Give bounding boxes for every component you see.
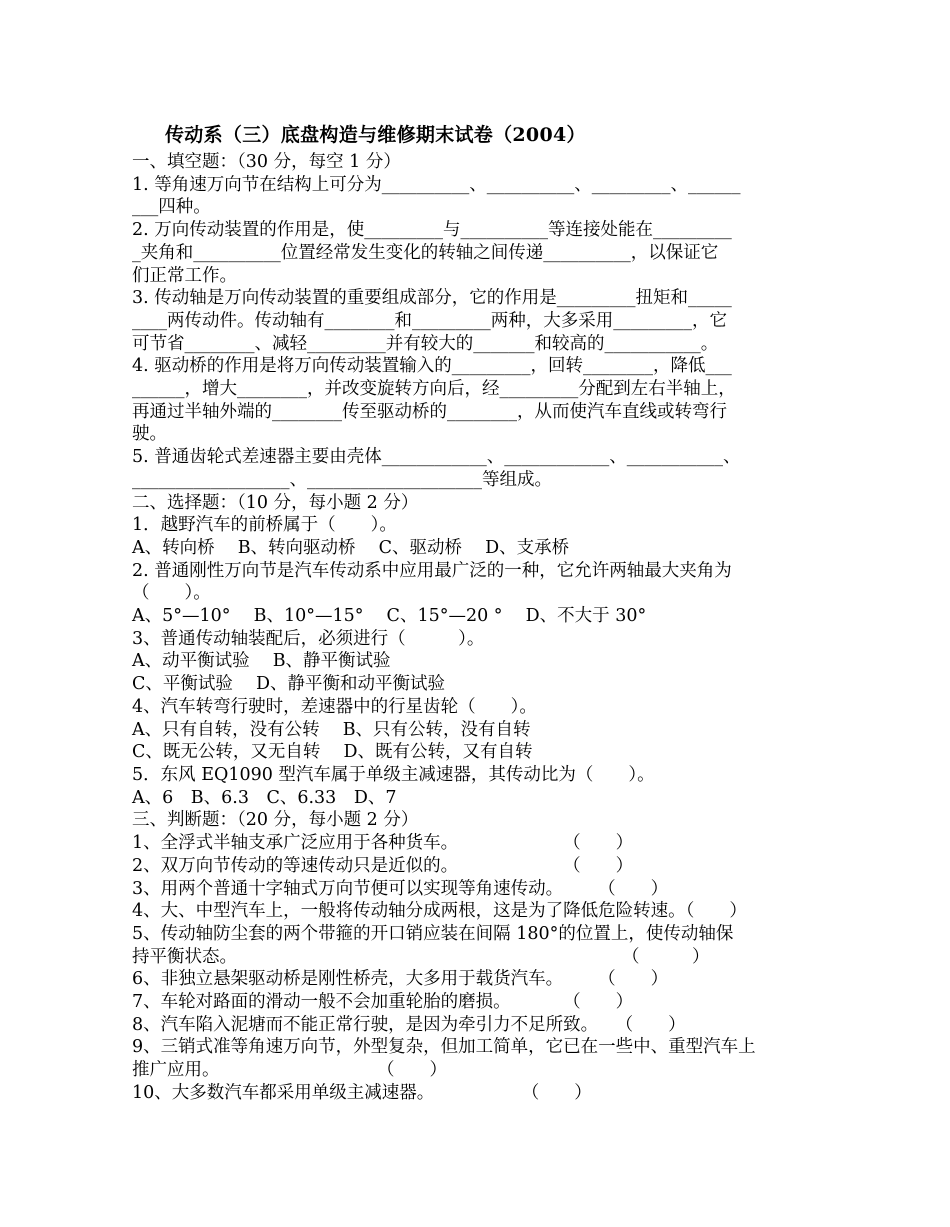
choice-line: C、平衡试验 D、静平衡和动平衡试验 [132,674,445,695]
judge-line: 10、大多数汽车都采用单级主减速器。 （ ） [132,1082,592,1103]
fill-q1-line1: 1. 等角速万向节在结构上可分为__________、__________、_________、______ [132,174,741,195]
choice-line: A、5°—10° B、10°—15° C、15°—20 ° D、不大于 30° [132,606,647,627]
choice-line: 4、汽车转弯行驶时，差速器中的行星齿轮（ ）。 [132,696,537,717]
choice-line: A、动平衡试验 B、静平衡试验 [132,651,391,672]
judge-line: 5、传动轴防尘套的两个带箍的开口销应装在间隔 180°的位置上，使传动轴保 [132,923,734,944]
judge-line: 持平衡状态。 （ ） [132,946,710,967]
choice-line: 5．东风 EQ1090 型汽车属于单级主减速器，其传动比为（ ）。 [132,764,655,785]
judge-line: 7、车轮对路面的滑动一般不会加重轮胎的磨损。 （ ） [132,992,634,1013]
judge-line: 6、非独立悬架驱动桥是刚性桥壳，大多用于载货汽车。 （ ） [132,969,669,990]
exam-page [132,118,822,1105]
fill-q4-line3: 再通过半轴外端的________传至驱动桥的________，从而使汽车直线或转弯行 [132,401,727,422]
judge-line: 2、双万向节传动的等速传动只是近似的。 （ ） [132,855,634,876]
page-title: 传动系（三）底盘构造与维修期末试卷（2004） [165,124,586,146]
fill-q4-line2: ______，增大________，并改变旋转方向后，经_________分配到左右半轴上， [132,379,736,400]
judge-line: 8、汽车陷入泥塘而不能正常行驶，是因为牵引力不足所致。 （ ） [132,1014,686,1035]
judge-line: 4、大、中型汽车上，一般将传动轴分成两根，这是为了降低危险转速。（ ） [132,901,747,922]
fill-q2-line2: _夹角和__________位置经常发生变化的转轴之间传递__________，以保证它 [132,242,719,263]
fill-q5-line2: __________________、____________________等组成。 [132,469,552,490]
choice-line: C、既无公转，又无自转 D、既有公转，又有自转 [132,742,533,763]
fill-q3-line2: ____两传动件。传动轴有________和_________两种，大多采用_________，它 [132,310,727,331]
fill-q3-line1: 3. 传动轴是万向传动装置的重要组成部分，它的作用是_________扭矩和_____ [132,288,732,309]
judge-line: 1、全浮式半轴支承广泛应用于各种货车。 （ ） [132,833,634,854]
choice-line: 3、普通传动轴装配后，必须进行（ ）。 [132,628,485,649]
section-heading-choice: 二、选择题：（10 分，每小题 2 分） [132,492,419,513]
fill-q4-line4: 驶。 [132,424,167,445]
choice-line: A、只有自转，没有公转 B、只有公转，没有自转 [132,719,531,740]
fill-q3-line3: 可节省________、减轻_________并有较大的_______和较高的___________。 [132,333,719,354]
fill-q4-line1: 4. 驱动桥的作用是将万向传动装置输入的_________，回转________，降低___ [132,356,732,377]
fill-q5-line1: 5. 普通齿轮式差速器主要由壳体____________、____________、___________、 [132,447,741,468]
choice-line: A、6 B、6.3 C、6.33 D、7 [132,787,397,808]
section-heading-judge: 三、判断题：（20 分，每小题 2 分） [132,810,419,831]
section-heading-fill: 一、填空题：（30 分，每空 1 分） [132,152,401,172]
choice-line: （ ）。 [132,583,211,604]
judge-line: 推广应用。 （ ） [132,1060,447,1081]
choice-line: A、转向桥 B、转向驱动桥 C、驱动桥 D、支承桥 [132,537,570,558]
fill-q2-line3: 们正常工作。 [132,265,237,286]
judge-line: 3、用两个普通十字轴式万向节便可以实现等角速传动。 （ ） [132,878,669,899]
fill-q1-line2: ___四种。 [132,197,211,218]
choice-line: 1．越野汽车的前桥属于（ ）。 [132,515,397,536]
choice-line: 2. 普通刚性万向节是汽车传动系中应用最广泛的一种，它允许两轴最大夹角为 [132,560,732,581]
fill-q2-line1: 2. 万向传动装置的作用是，使_________与__________等连接处能在_________ [132,220,732,241]
judge-line: 9、三销式准等角速万向节，外型复杂，但加工简单，它已在一些中、重型汽车上 [132,1037,756,1058]
